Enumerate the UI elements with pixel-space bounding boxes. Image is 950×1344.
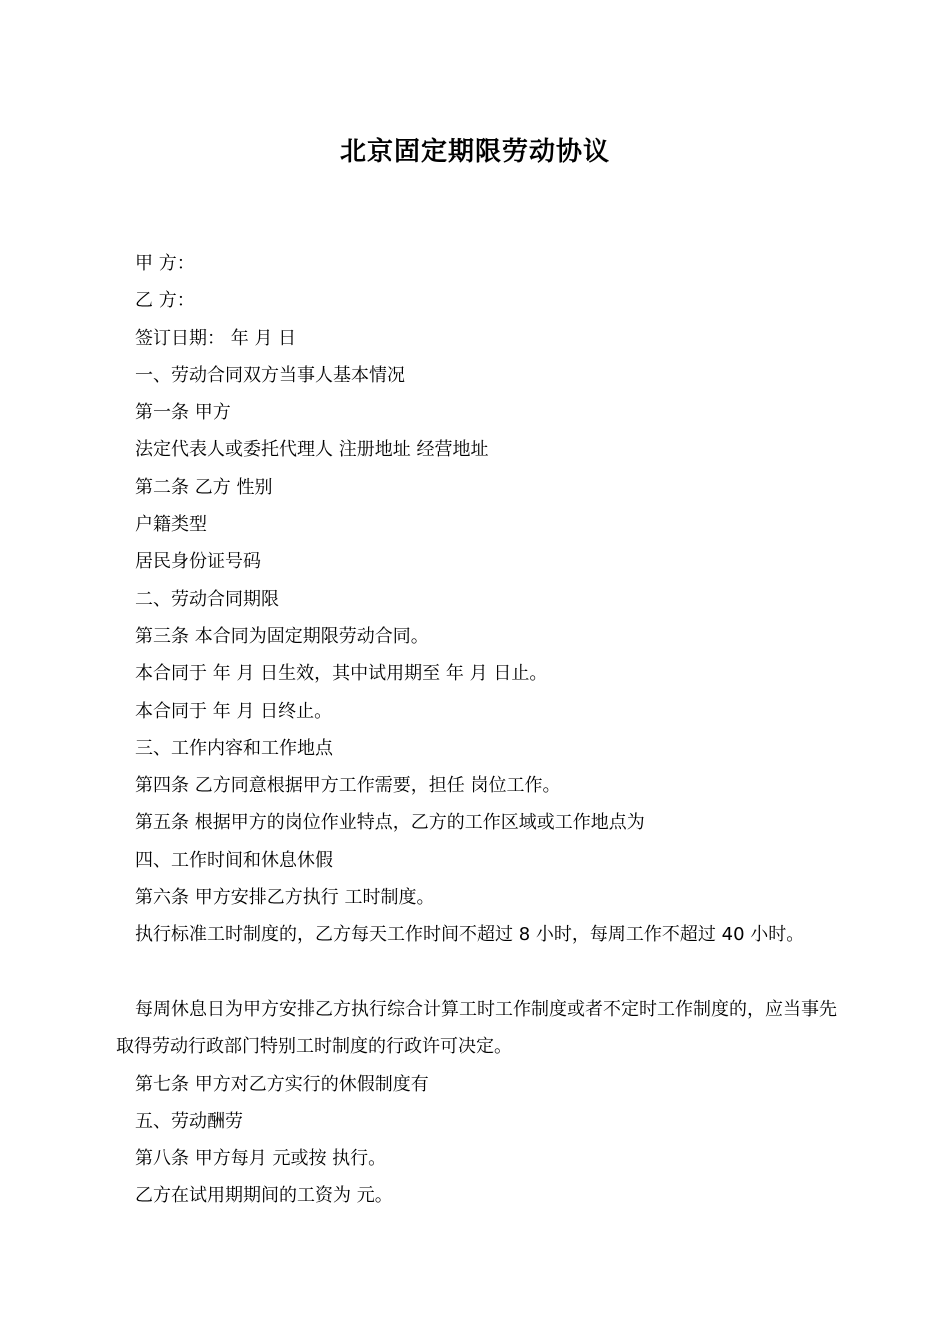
text-line: 乙方在试用期期间的工资为 元。 — [135, 1185, 393, 1207]
article-line: 第四条 乙方同意根据甲方工作需要，担任 岗位工作。 — [135, 775, 561, 797]
blank-line — [116, 954, 840, 991]
text-line: 户籍类型 — [135, 514, 207, 536]
article-line: 第五条 根据甲方的岗位作业特点，乙方的工作区域或工作地点为 — [135, 812, 645, 834]
article-line: 第一条 甲方 — [135, 402, 231, 424]
signing-date-line: 签订日期： 年 月 日 — [135, 327, 297, 349]
text-line: 本合同于 年 月 日生效，其中试用期至 年 月 日止。 — [135, 663, 548, 685]
section-heading: 二、劳动合同期限 — [135, 588, 279, 610]
text-line: 居民身份证号码 — [135, 551, 261, 573]
party-b-line: 乙 方： — [135, 290, 195, 312]
document-title: 北京固定期限劳动协议 — [339, 137, 610, 167]
text-line: 法定代表人或委托代理人 注册地址 经营地址 — [135, 439, 489, 461]
section-heading: 五、劳动酬劳 — [135, 1110, 243, 1132]
article-line: 第三条 本合同为固定期限劳动合同。 — [135, 625, 429, 647]
text-line: 本合同于 年 月 日终止。 — [135, 700, 333, 722]
article-line: 第八条 甲方每月 元或按 执行。 — [135, 1148, 387, 1170]
text-line: 执行标准工时制度的，乙方每天工作时间不超过 8 小时，每周工作不超过 40 小时。 — [135, 924, 805, 946]
text-paragraph: 每周休息日为甲方安排乙方执行综合计算工时工作制度或者不定时工作制度的，应当事先取得劳动行政部门特别工时制度的行政许可决定。 — [116, 998, 837, 1058]
article-line: 第二条 乙方 性别 — [135, 476, 273, 498]
document-body — [116, 245, 840, 1215]
party-a-line: 甲 方： — [135, 253, 195, 274]
article-line: 第七条 甲方对乙方实行的休假制度有 — [135, 1073, 429, 1095]
section-heading: 四、工作时间和休息休假 — [135, 849, 333, 871]
section-heading: 三、工作内容和工作地点 — [135, 737, 333, 759]
section-heading: 一、劳动合同双方当事人基本情况 — [135, 364, 405, 386]
article-line: 第六条 甲方安排乙方执行 工时制度。 — [135, 887, 435, 909]
